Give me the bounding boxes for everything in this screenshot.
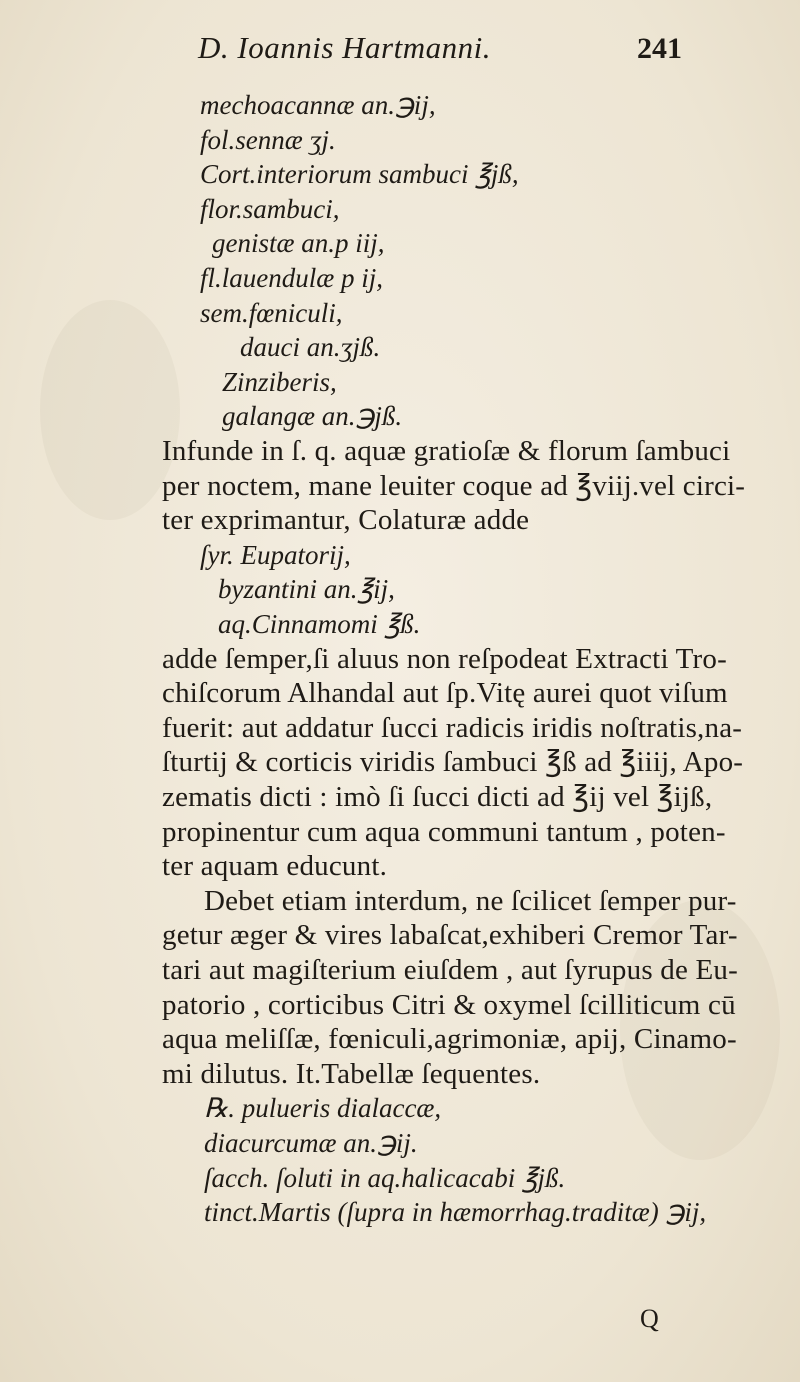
text-line: sem.fœniculi, (200, 298, 343, 328)
text-line: ℞. pulueris dialaccæ, (204, 1093, 442, 1123)
text-line: mechoacannæ an.℈ij, (200, 90, 436, 120)
page-number: 241 (637, 32, 682, 65)
text-line: byzantini an.℥ij, (218, 574, 395, 604)
catchword: Q (640, 1304, 659, 1333)
text-line: Debet etiam interdum, ne ſcilicet ſemper pur- (204, 885, 737, 917)
text-line: fl.lauendulæ p ij, (200, 263, 384, 293)
text-line: per noctem, mane leuiter coque ad ℥viij.vel circi- (162, 470, 746, 502)
text-line: aqua meliſſæ, fœniculi,agrimoniæ, apij, Cinamo- (162, 1023, 737, 1055)
text-line: getur æger & vires labaſcat,exhiberi Cremor Tar- (162, 919, 738, 951)
text-line: dauci an.ʒjß. (240, 332, 381, 362)
text-line: fuerit: aut addatur ſucci radicis iridis noſtratis,na- (162, 712, 743, 744)
text-line: flor.sambuci, (200, 194, 340, 224)
text-line: genistæ an.p iij, (212, 228, 385, 258)
text-line: ter aquam educunt. (162, 850, 388, 882)
text-line: chiſcorum Alhandal aut ſp.Vitę aurei quot viſum (162, 677, 728, 709)
text-line: fol.sennæ ʒj. (200, 125, 336, 155)
text-line: aq.Cinnamomi ℥ß. (218, 609, 421, 639)
text-line: tinct.Martis (ſupra in hæmorrhag.traditæ) ℈ij, (204, 1197, 707, 1227)
text-line: Cort.interiorum sambuci ℥jß, (200, 159, 519, 189)
text-line: patorio , corticibus Citri & oxymel ſcilliticum cū (162, 989, 736, 1021)
text-line: tari aut magiſterium eiuſdem , aut ſyrupus de Eu- (162, 954, 738, 986)
page-header (0, 30, 800, 80)
text-line: mi dilutus. It.Tabellæ ſequentes. (162, 1058, 541, 1090)
paper-stain (40, 300, 180, 520)
text-line: ſturtij & corticis viridis ſambuci ℥ß ad ℥iiij, Apo- (162, 746, 744, 778)
text-line: propinentur cum aqua communi tantum , poten- (162, 816, 726, 848)
text-line: ter exprimantur, Colaturæ adde (162, 504, 530, 536)
text-line: diacurcumæ an.℈ij. (204, 1128, 418, 1158)
running-head: D. Ioannis Hartmanni. (198, 30, 491, 65)
text-line: Zinziberis, (222, 367, 337, 397)
text-line: adde ſemper,ſi aluus non reſpodeat Extracti Tro- (162, 643, 727, 675)
text-line: Infunde in ſ. q. aquæ gratioſæ & florum ſambuci (162, 435, 731, 467)
text-line: ſyr. Eupatorij, (200, 540, 351, 570)
text-line: ſacch. ſoluti in aq.halicacabi ℥jß. (204, 1163, 566, 1193)
text-line: galangæ an.℈jß. (222, 401, 403, 431)
text-line: zematis dicti : imò ſi ſucci dicti ad ℥ij vel ℥ijß, (162, 781, 713, 813)
